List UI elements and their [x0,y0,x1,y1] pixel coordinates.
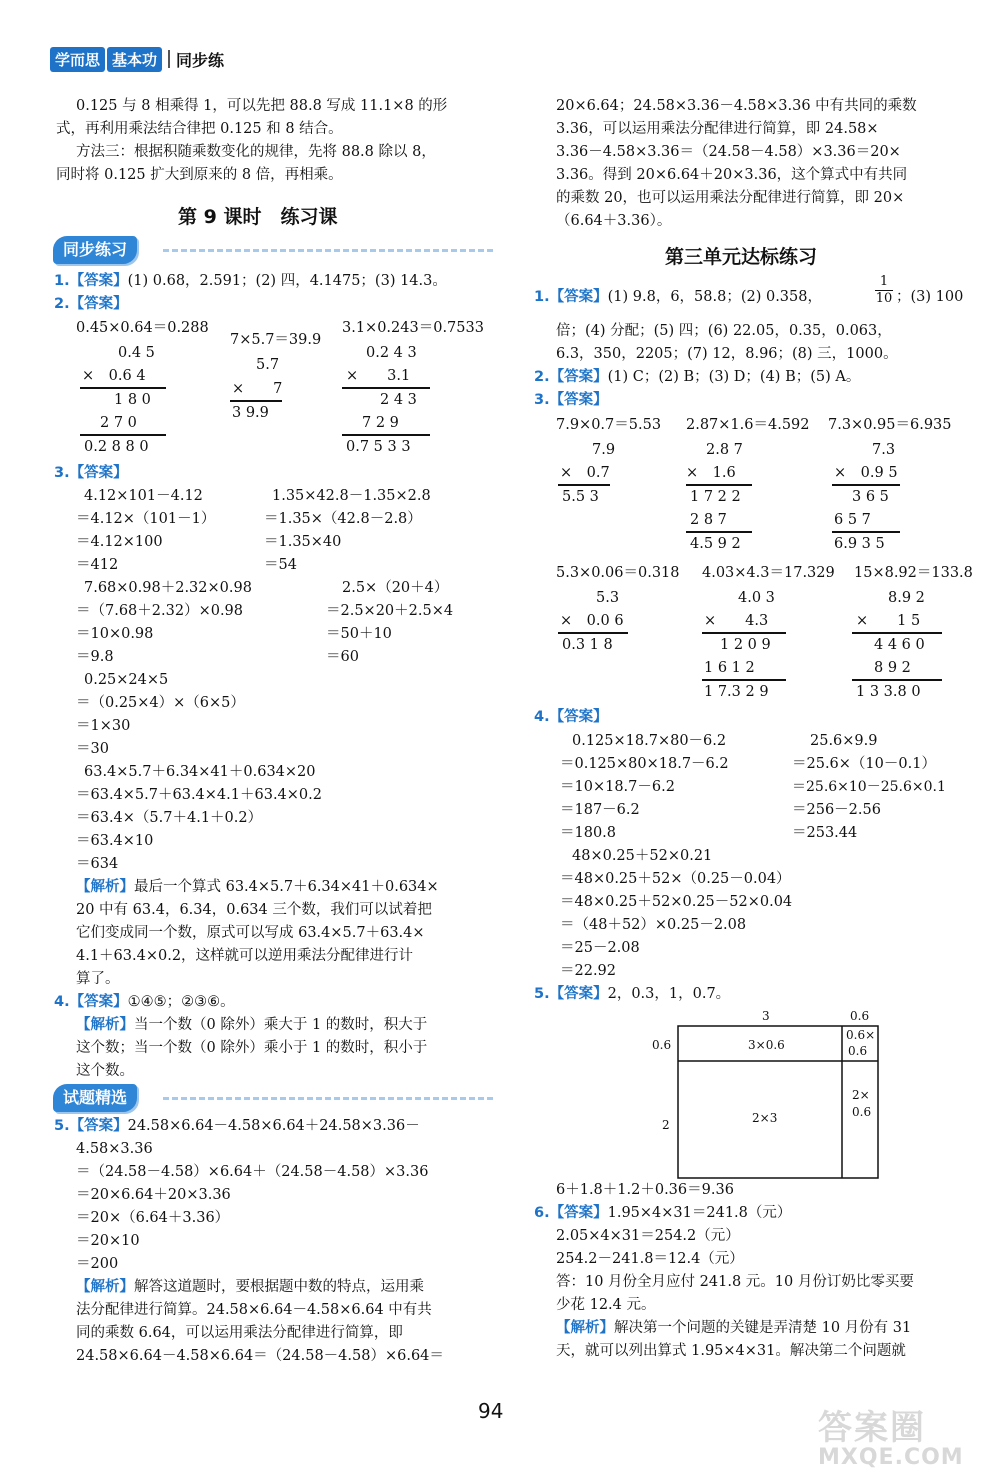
question-4 [534,706,608,728]
equation: 0.45×0.64＝0.288 [76,320,209,336]
calc-row: 6 5 7 [834,512,871,528]
calc-step: ＝60 [326,649,359,665]
answer-text: (1) 0.68，2.591；(2) 四，4.1475；(3) 14.3。 [127,273,447,289]
equation: 5.3×0.06＝0.318 [556,565,680,581]
question-number: 5. [54,1118,70,1134]
page-number: 94 [478,1399,504,1423]
answer-text: 2，0.3，1，0.7。 [607,986,731,1002]
equation: 7.3×0.95＝6.935 [828,417,952,433]
equation: 3.1×0.243＝0.7533 [342,320,484,336]
calc-step: ＝25.6×10－25.6×0.1 [792,779,946,795]
continued-text: 20×6.64；24.58×3.36－4.58×3.36 中有共同的乘数 [556,98,917,114]
analysis-tag: 【解析】 [556,1319,614,1336]
calc-step: ＝48×0.25＋52×0.25－52×0.04 [560,894,793,910]
answer-tag: 【答案】 [549,288,608,305]
calc-row: 0.2 4 3 [366,345,417,361]
calc-step: ＝1×30 [76,718,131,734]
analysis-line: 20 中有 63.4，6.34，0.634 三个数，我们可以试着把 [76,902,432,918]
question-number: 3. [534,392,550,408]
cell-06x06-b: 0.6 [848,1044,868,1058]
calc-row: × 4.3 [704,613,769,629]
equation: 7×5.7＝39.9 [230,332,322,348]
calc-row: 3 9.9 [232,405,269,421]
question-number: 2. [534,369,550,385]
section-banner-sync [53,236,493,264]
calc-row: 5.7 [256,357,280,373]
question-5 [534,983,730,1005]
calc-step: 1.35×42.8－1.35×2.8 [272,488,431,504]
answer-tag: 【答案】 [549,391,608,408]
calc-step: ＝9.8 [76,649,114,665]
analysis-line: 这个数。 [76,1063,134,1079]
calc-step: 63.4×5.7＋6.34×41＋0.634×20 [84,764,316,780]
calc-row: 8.9 2 [888,590,925,606]
analysis-line [76,876,439,898]
question-3 [54,462,128,484]
equation: 2.87×1.6＝4.592 [686,417,810,433]
calc-step: 2.05×4×31＝254.2（元） [556,1228,740,1244]
calc-row: × 0.0 6 [560,613,624,629]
calc-step: ＝4.12×100 [76,534,163,550]
area-model-diagram [640,1004,900,1184]
answer-tag: 【答案】 [549,368,608,385]
answer-tag: 【答案】 [549,708,608,725]
analysis-line: 算了。 [76,971,120,987]
calc-row: 4.0 3 [738,590,775,606]
cell-3x06: 3×0.6 [748,1038,785,1052]
answer-text: 24.58×6.64－4.58×6.64＋24.58×3.36－ [127,1118,420,1134]
calc-step: ＝10×18.7－6.2 [560,779,675,795]
calc-row: × 7 [232,381,283,397]
analysis-text: 解答这道题时，要根据题中数的特点，运用乘 [134,1279,424,1295]
calc-row: 7.9 [592,442,616,458]
calc-step: ＝（0.25×4）×（6×5） [76,695,245,711]
brand-header [50,46,224,72]
cell-06x06-a: 0.6× [846,1028,876,1042]
brand-divider [168,50,170,68]
continued-text: 3.36。得到 20×6.64＋20×3.36，这个算式中有共同 [556,167,908,183]
watermark [818,1400,964,1470]
continued-text: 的乘数 20，也可以运用乘法分配律进行简算，即 20× [556,190,905,206]
analysis-line: 24.58×6.64－4.58×6.64＝（24.58－4.58）×6.64＝ [76,1348,444,1364]
calc-row: 0.2 8 8 0 [84,439,149,455]
calc-row: 3 6 5 [852,489,889,505]
unit-title: 第三单元达标练习 [665,246,818,268]
answer-tag: 【答案】 [69,1117,128,1134]
section-rule [163,1097,493,1100]
analysis-line: 4.1＋63.4×0.2，这样就可以逆用乘法分配律进行计 [76,948,414,964]
calc-row: 5.5 3 [562,489,599,505]
calc-step: 0.25×24×5 [84,672,169,688]
answer-line: 少花 12.4 元。 [556,1297,656,1313]
answer-tag: 【答案】 [549,1204,608,1221]
analysis-line: 天，就可以列出算式 1.95×4×31。解决第二个问题就 [556,1343,906,1359]
question-number: 1. [534,289,550,305]
answer-tag: 【答案】 [69,272,128,289]
question-number: 2. [54,296,70,312]
fraction [875,274,893,307]
continued-text: 3.36，可以运用乘法分配律进行简算，即 24.58× [556,121,879,137]
answer-line: 答：10 月份全月应付 241.8 元。10 月份订奶比零买要 [556,1274,914,1290]
section-label: 试题精选 [53,1084,137,1112]
calc-row: 5.3 [596,590,620,606]
calc-row: 1 7 2 2 [690,489,741,505]
question-6 [534,1202,791,1224]
calc-row: × 0.7 [560,465,610,481]
calc-step: 4.58×3.36 [76,1141,153,1157]
calc-row: 8 9 2 [874,660,911,676]
calc-step: 4.12×101－4.12 [84,488,203,504]
calc-step: ＝187－6.2 [560,802,640,818]
calc-row: 2 8 7 [690,512,727,528]
label-left-06: 0.6 [652,1038,672,1052]
answer-text: ①④⑤；②③⑥。 [127,994,235,1010]
calc-row: 0.4 5 [118,345,155,361]
calc-step: ＝25－2.08 [560,940,640,956]
calc-row: 1 2 0 9 [720,637,771,653]
calc-step: ＝63.4×5.7＋63.4×4.1＋63.4×0.2 [76,787,322,803]
answer-text: (1) C；(2) B；(3) D；(4) B；(5) A。 [607,369,861,385]
calc-step: ＝0.125×80×18.7－6.2 [560,756,729,772]
calc-step: 0.125×18.7×80－6.2 [572,733,727,749]
intro-line: 0.125 与 8 相乘得 1，可以先把 88.8 写成 11.1×8 的形 [76,98,448,114]
equation: 7.9×0.7＝5.53 [556,417,662,433]
continued-text: （6.64＋3.36）。 [556,213,672,229]
calc-step: ＝1.35×40 [264,534,342,550]
calc-step: ＝54 [264,557,297,573]
calc-step: ＝4.12×（101－1） [76,511,216,527]
calc-step: ＝256－2.56 [792,802,881,818]
calc-row: 1 6 1 2 [704,660,755,676]
calc-row: × 1 5 [856,613,921,629]
cell-2x3: 2×3 [752,1111,778,1125]
calc-row: 6.9 3 5 [834,536,885,552]
calc-row: 1 8 0 [114,392,151,408]
calc-step: ＝412 [76,557,119,573]
label-top-3: 3 [762,1009,770,1023]
analysis-line [76,1014,427,1036]
calc-row: 2 4 3 [380,392,417,408]
lesson-title: 第 9 课时 练习课 [178,206,338,228]
question-number: 6. [534,1205,550,1221]
calc-row: 0.3 1 8 [562,637,613,653]
brand-subtitle: 基本功 [107,47,162,72]
label-top-06: 0.6 [850,1009,870,1023]
calc-step: ＝20×6.64＋20×3.36 [76,1187,231,1203]
analysis-line: 同的乘数 6.64，可以运用乘法分配律进行简算，即 [76,1325,403,1341]
analysis-line: 这个数；当一个数（0 除外）乘小于 1 的数时，积小于 [76,1040,428,1056]
cell-2x06-a: 2× [852,1088,870,1102]
question-number: 1. [54,273,70,289]
cell-2x06-b: 0.6 [852,1105,872,1119]
question-3 [534,389,608,411]
calc-row: 7.3 [872,442,896,458]
equation: 4.03×4.3＝17.329 [702,565,835,581]
question-4 [54,991,235,1013]
question-number: 5. [534,986,550,1002]
calc-row: 1 3 3.8 0 [856,684,921,700]
answer-tag: 【答案】 [549,985,608,1002]
analysis-line [556,1317,911,1339]
analysis-text: 最后一个算式 63.4×5.7＋6.34×41＋0.634× [134,879,439,895]
answer-text: 6.3，350，2205；(7) 12，8.96；(8) 三，1000。 [556,346,898,362]
calc-step: ＝50＋10 [326,626,392,642]
answer-text: 倍；(4) 分配；(5) 四；(6) 22.05，0.35，0.063， [556,323,892,339]
calc-step: ＝25.6×（10－0.1） [792,756,936,772]
question-number: 4. [54,994,70,1010]
section-banner-selected [53,1084,493,1112]
question-2 [534,366,860,388]
answer-text: ；(3) 100 [896,289,964,305]
label-left-2: 2 [662,1118,670,1132]
question-number: 3. [54,465,70,481]
question-number: 4. [534,709,550,725]
calc-step: 25.6×9.9 [810,733,878,749]
analysis-tag: 【解析】 [76,1016,134,1033]
equation: 15×8.92＝133.8 [854,565,973,581]
calc-step: 2.5×（20＋4） [342,580,449,596]
calc-step: ＝20×10 [76,1233,140,1249]
calc-step: 254.2－241.8＝12.4（元） [556,1251,744,1267]
analysis-text: 解决第一个问题的关键是弄清楚 10 月份有 31 [614,1320,912,1336]
calc-step: ＝200 [76,1256,119,1272]
question-2 [54,293,128,315]
calc-row: × 3.1 [346,368,411,384]
calc-step: ＝20×（6.64＋3.36） [76,1210,230,1226]
intro-line: 式，再利用乘法结合律把 0.125 和 8 结合。 [56,121,343,137]
calc-row: × 1.6 [686,465,736,481]
brand-logo: 学而思 [50,47,105,72]
calc-step: ＝634 [76,856,119,872]
section-rule [163,249,493,252]
calc-row: 1 7.3 2 9 [704,684,769,700]
calc-step: ＝10×0.98 [76,626,154,642]
calc-row: 2.8 7 [706,442,743,458]
calc-step: ＝22.92 [560,963,617,979]
continued-text: 3.36－4.58×3.36＝（24.58－4.58）×3.36＝20× [556,144,901,160]
intro-line: 方法三：根据积随乘数变化的规律，先将 88.8 除以 8， [76,144,436,160]
calc-step: 7.68×0.98＋2.32×0.98 [84,580,252,596]
analysis-text: 当一个数（0 除外）乘大于 1 的数时，积大于 [134,1017,428,1033]
question-5 [54,1115,420,1137]
brand-series: 同步练 [176,50,225,70]
calc-row: 0.7 5 3 3 [346,439,411,455]
calc-step: ＝2.5×20＋2.5×4 [326,603,454,619]
sum-line: 6＋1.8＋1.2＋0.36＝9.36 [556,1182,734,1198]
fraction-numerator: 1 [879,274,889,289]
calc-row: × 0.9 5 [834,465,898,481]
calc-step: ＝48×0.25＋52×（0.25－0.04） [560,871,791,887]
calc-step: ＝63.4×（5.7＋4.1＋0.2） [76,810,263,826]
answer-text: (1) 9.8，6，58.8；(2) 0.358， [607,289,822,305]
intro-line: 同时将 0.125 扩大到原来的 8 倍，再相乘。 [56,167,343,183]
answer-tag: 【答案】 [69,993,128,1010]
watermark-logo: 答案圈 [818,1408,926,1448]
watermark-url: MXQE.COM [818,1445,964,1470]
analysis-line [76,1276,424,1298]
answer-text: 1.95×4×31＝241.8（元） [607,1205,792,1221]
calc-step: ＝1.35×（42.8－2.8） [264,511,422,527]
calc-row: 2 7 0 [100,415,137,431]
calc-row: × 0.6 4 [82,368,146,384]
fraction-denominator: 10 [875,291,893,306]
section-label: 同步练习 [53,236,137,264]
calc-step: ＝（7.68＋2.32）×0.98 [76,603,244,619]
calc-step: ＝180.8 [560,825,617,841]
calc-step: ＝（48＋52）×0.25－2.08 [560,917,747,933]
answer-tag: 【答案】 [69,295,128,312]
calc-row: 4 4 6 0 [874,637,925,653]
answer-tag: 【答案】 [69,464,128,481]
analysis-line: 它们变成同一个数，原式可以写成 63.4×5.7＋63.4× [76,925,425,941]
calc-step: ＝（24.58－4.58）×6.64＋（24.58－4.58）×3.36 [76,1164,429,1180]
calc-step: ＝253.44 [792,825,858,841]
calc-step: ＝30 [76,741,109,757]
question-1 [534,286,822,308]
calc-row: 4.5 9 2 [690,536,741,552]
analysis-line: 法分配律进行简算。24.58×6.64－4.58×6.64 中有共 [76,1302,432,1318]
analysis-tag: 【解析】 [76,878,134,895]
analysis-tag: 【解析】 [76,1278,134,1295]
question-1 [54,270,447,292]
calc-step: 48×0.25＋52×0.21 [572,848,713,864]
calc-row: 7 2 9 [362,415,399,431]
calc-step: ＝63.4×10 [76,833,154,849]
